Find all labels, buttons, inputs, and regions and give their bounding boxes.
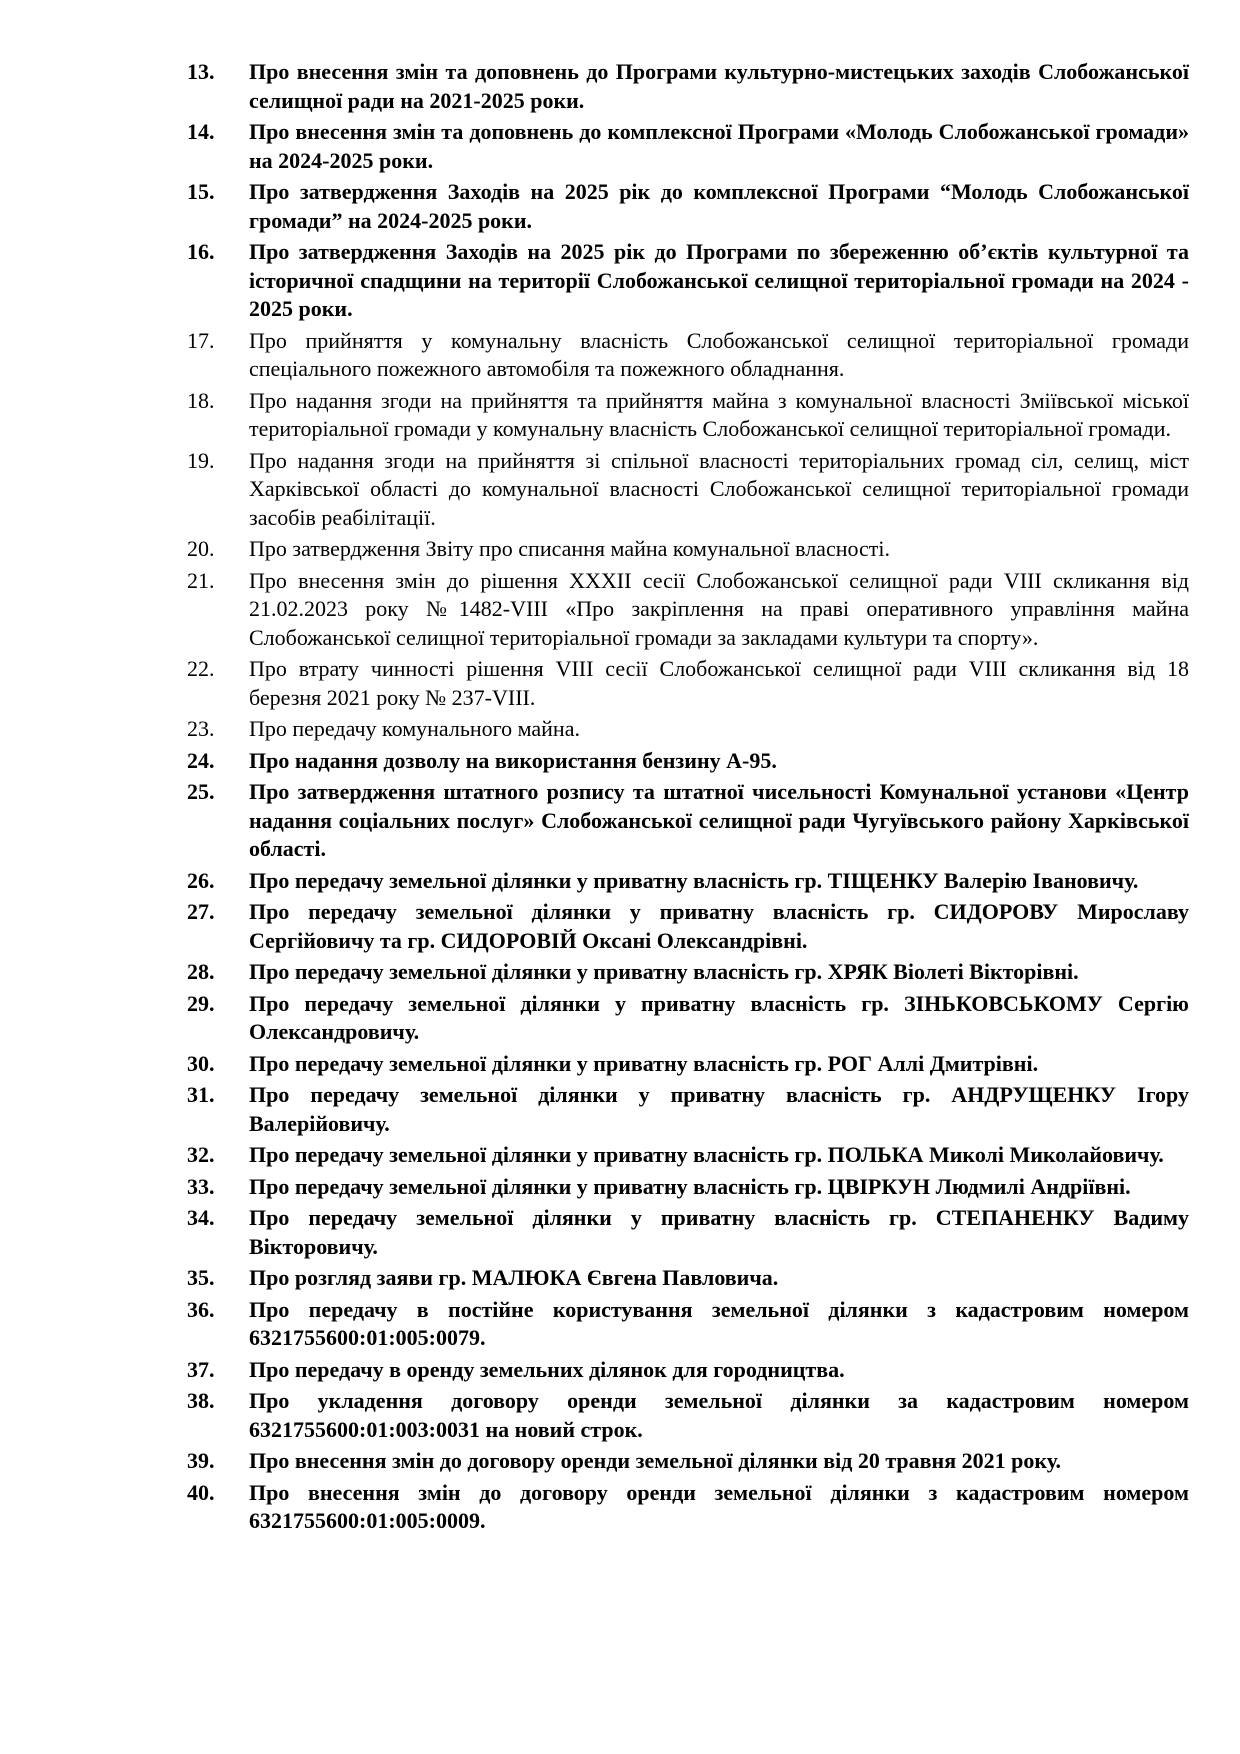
agenda-item xyxy=(187,778,1189,864)
agenda-item xyxy=(187,1204,1189,1261)
item-text: Про передачу комунального майна. xyxy=(249,716,580,741)
item-number: 21. xyxy=(187,567,215,593)
item-number: 35. xyxy=(187,1265,215,1290)
item-text: Про затвердження Заходів на 2025 рік до комплексної Програми “Молодь Слобожанської громади” на 2024-2025 роки. xyxy=(249,179,1189,233)
item-text: Про затвердження штатного розпису та штатної чисельності Комунальної установи «Центр надання соціальних послуг» Слобожанської селищної ради Чугуївського району Харківської області. xyxy=(249,779,1189,861)
agenda-item xyxy=(187,655,1189,712)
item-text: Про внесення змін до рішення XXXII сесії Слобожанської селищної ради VIII скликання від 21.02.2023 року №1482-VIII «Про закріплення на праві оперативного управління майна Слобожанської селищної територіальної громади за закладами культури та спорту». xyxy=(249,567,1189,650)
item-number: 22. xyxy=(187,656,215,681)
agenda-item xyxy=(187,1081,1189,1138)
item-text: Про передачу земельної ділянки у приватну власність гр. ПОЛЬКА Миколі Миколайовичу. xyxy=(249,1142,1164,1167)
item-text: Про внесення змін та доповнень до комплексної Програми «Молодь Слобожанської громади» на 2024-2025 роки. xyxy=(249,119,1189,173)
item-number: 39. xyxy=(187,1448,215,1473)
item-text: Про передачу земельної ділянки у приватну власність гр. СТЕПАНЕНКУ Вадиму Вікторовичу. xyxy=(249,1205,1189,1259)
agenda-item xyxy=(187,1387,1189,1444)
item-number: 20. xyxy=(187,536,215,561)
agenda-item xyxy=(187,715,1189,744)
item-text: Про передачу земельної ділянки у приватну власність гр. ЦВІРКУН Людмилі Андріївні. xyxy=(249,1173,1131,1199)
item-number: 31. xyxy=(187,1082,215,1107)
item-number: 16. xyxy=(187,239,215,264)
agenda-item xyxy=(187,1173,1189,1202)
item-text: Про передачу земельної ділянки у приватну власність гр. РОГ Аллі Дмитрівні. xyxy=(249,1050,1039,1076)
item-number: 15. xyxy=(187,179,215,204)
item-text: Про передачу земельної ділянки у приватну власність гр. ТІЩЕНКУ Валерію Івановичу. xyxy=(249,867,1139,893)
item-text: Про внесення змін та доповнень до Програми культурно-мистецьких заходів Слобожанської селищної ради на 2021-2025 роки. xyxy=(249,59,1189,113)
item-text: Про затвердження Заходів на 2025 рік до Програми по збереженню об’єктів культурної та історичної спадщини на території Слобожанської селищної територіальної громади на 2024 - 2025 роки. xyxy=(249,239,1189,321)
agenda-item xyxy=(187,238,1189,324)
item-text: Про внесення змін до договору оренди земельної ділянки від 20 травня 2021 року. xyxy=(249,1448,1062,1473)
item-number: 27. xyxy=(187,899,215,924)
item-number: 13. xyxy=(187,59,215,84)
agenda-item xyxy=(187,447,1189,533)
agenda-item xyxy=(187,1050,1189,1079)
item-number: 23. xyxy=(187,716,215,741)
agenda-item xyxy=(187,1447,1189,1476)
agenda-item xyxy=(187,387,1189,444)
agenda-item xyxy=(187,1264,1189,1293)
item-number: 32. xyxy=(187,1142,215,1167)
item-number: 37. xyxy=(187,1356,215,1382)
item-text: Про надання дозволу на використання бензину А-95. xyxy=(249,747,777,773)
item-text: Про внесення змін до договору оренди земельної ділянки з кадастровим номером 6321755600:01:005:0009. xyxy=(249,1479,1189,1533)
agenda-item xyxy=(187,747,1189,776)
item-text: Про прийняття у комунальну власність Слобожанської селищної територіальної громади спеціального пожежного автомобіля та пожежного обладнання. xyxy=(249,327,1189,381)
item-text: Про надання згоди на прийняття зі спільної власності територіальних громад сіл, селищ, міст Харківської області до комунальної власності Слобожанської селищної територіальної громади засобів реабілітації. xyxy=(249,447,1189,530)
agenda-item xyxy=(187,58,1189,115)
item-number: 36. xyxy=(187,1296,215,1322)
item-number: 30. xyxy=(187,1050,215,1076)
item-text: Про укладення договору оренди земельної ділянки за кадастровим номером 6321755600:01:003:0031 на новий строк. xyxy=(249,1388,1189,1442)
agenda-item xyxy=(187,958,1189,987)
item-number: 29. xyxy=(187,990,215,1016)
item-text: Про передачу земельної ділянки у приватну власність гр. ХРЯК Віолеті Вікторівні. xyxy=(249,959,1079,984)
item-number: 14. xyxy=(187,119,215,144)
item-text: Про втрату чинності рішення VIII сесії Слобожанської селищної ради VIII скликання від 18 березня 2021 року № 237-VIII. xyxy=(249,656,1189,710)
agenda-item xyxy=(187,1141,1189,1170)
agenda-item xyxy=(187,1479,1189,1536)
agenda-item xyxy=(187,535,1189,564)
item-number: 33. xyxy=(187,1173,215,1199)
agenda-item xyxy=(187,118,1189,175)
agenda-item xyxy=(187,990,1189,1047)
item-number: 26. xyxy=(187,867,215,893)
item-number: 18. xyxy=(187,387,215,413)
item-number: 28. xyxy=(187,959,215,984)
agenda-item xyxy=(187,867,1189,896)
item-number: 38. xyxy=(187,1388,215,1413)
item-text: Про передачу в постійне користування земельної ділянки з кадастровим номером 6321755600:01:005:0079. xyxy=(249,1296,1189,1350)
agenda-item xyxy=(187,567,1189,653)
agenda-item xyxy=(187,327,1189,384)
item-number: 40. xyxy=(187,1479,215,1505)
item-text: Про надання згоди на прийняття та прийняття майна з комунальної власності Зміївської міської територіальної громади у комунальну власність Слобожанської селищної територіальної громади. xyxy=(249,387,1189,441)
item-text: Про передачу земельної ділянки у приватну власність гр. АНДРУЩЕНКУ Ігору Валерійовичу. xyxy=(249,1082,1189,1136)
agenda-item xyxy=(187,1356,1189,1385)
item-number: 25. xyxy=(187,779,215,804)
item-number: 17. xyxy=(187,327,215,353)
item-text: Про затвердження Звіту про списання майна комунальної власності. xyxy=(249,536,891,561)
item-number: 19. xyxy=(187,447,215,473)
item-text: Про передачу в оренду земельних ділянок для городництва. xyxy=(249,1356,845,1382)
item-text: Про розгляд заяви гр. МАЛЮКА Євгена Павловича. xyxy=(249,1265,779,1290)
item-number: 24. xyxy=(187,747,215,773)
agenda-list xyxy=(187,58,1189,1539)
agenda-item xyxy=(187,898,1189,955)
agenda-item xyxy=(187,178,1189,235)
item-text: Про передачу земельної ділянки у приватну власність гр. ЗІНЬКОВСЬКОМУ Сергію Олександровичу. xyxy=(249,990,1189,1044)
item-number: 34. xyxy=(187,1205,215,1230)
agenda-item xyxy=(187,1296,1189,1353)
item-text: Про передачу земельної ділянки у приватну власність гр. СИДОРОВУ Мирославу Сергійовичу та гр. СИДОРОВІЙ Оксані Олександрівні. xyxy=(249,899,1189,953)
